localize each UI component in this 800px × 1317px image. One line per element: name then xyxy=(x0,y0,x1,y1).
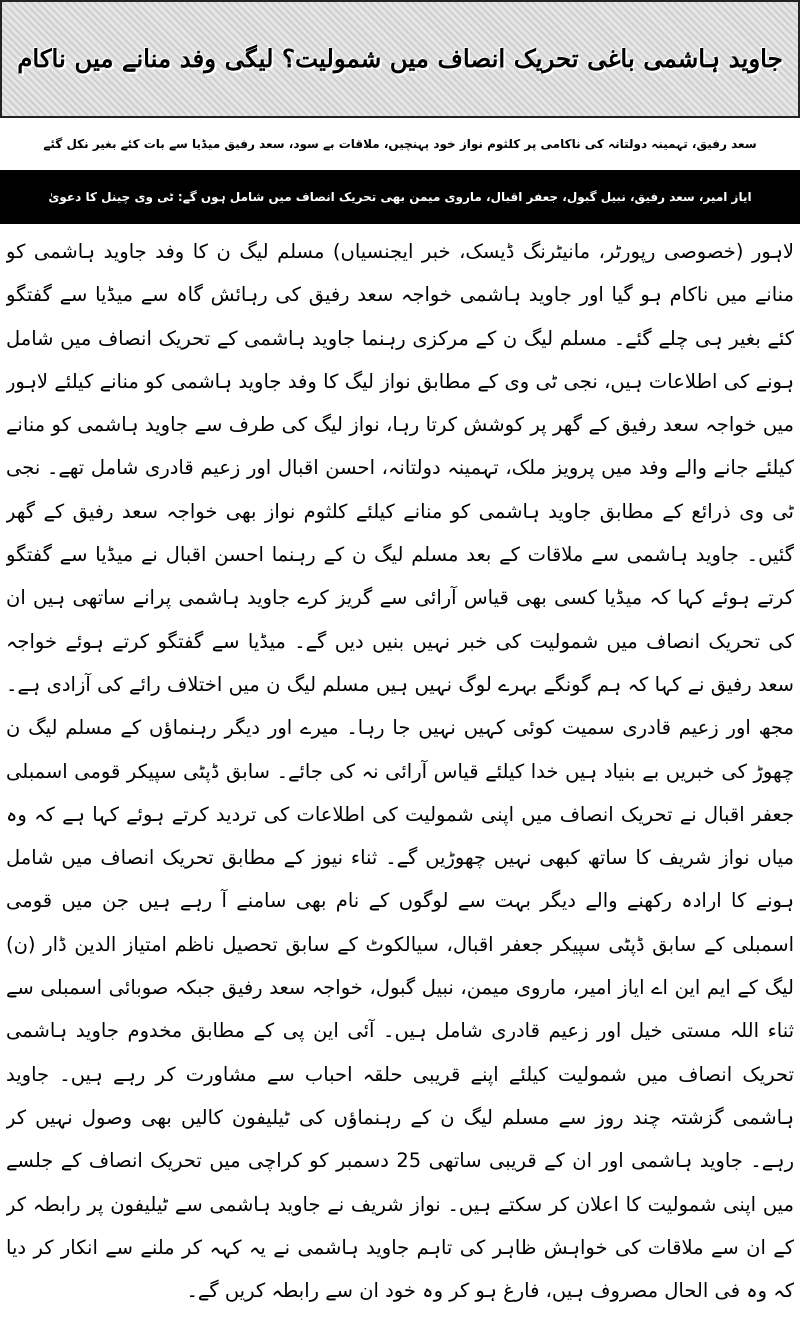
headline: جاوید ہاشمی باغی تحریک انصاف میں شمولیت؟ لیگی وفد منانے میں ناکام xyxy=(17,43,783,73)
headline-box xyxy=(0,0,800,118)
article-body: لاہور (خصوصی رپورٹر، مانیٹرنگ ڈیسک، خبر ایجنسیاں) مسلم لیگ ن کا وفد جاوید ہاشمی کو منانے میں ناکام ہو گیا اور جاوید ہاشمی خواجہ سعد رفیق کی رہائش گاہ سے میڈیا سے گفتگو کئے بغیر ہی چلے گئے۔ مسلم لیگ ن کے مرکزی رہنما جاوید ہاشمی کے تحریک انصاف میں شامل ہونے کی اطلاعات ہیں، نجی ٹی وی کے مطابق نواز لیگ کا وفد جاوید ہاشمی کو منانے کیلئے لاہور میں خواجہ سعد رفیق کے گھر پر کوشش کرتا رہا، نواز لیگ کی طرف سے جاوید ہاشمی کو منانے کیلئے جانے والے وفد میں پرویز ملک، تہمینہ دولتانہ، احسن اقبال اور زعیم قادری شامل تھے۔ نجی ٹی وی ذرائع کے مطابق جاوید ہاشمی کو منانے کیلئے کلثوم نواز بھی خواجہ سعد رفیق کے گھر گئیں۔ جاوید ہاشمی سے ملاقات کے بعد مسلم لیگ ن کے رہنما احسن اقبال نے میڈیا سے گفتگو کرتے ہوئے کہا کہ میڈیا کسی بھی قیاس آرائی سے گریز کرے جاوید ہاشمی پرانے ساتھی ہیں ان کی تحریک انصاف میں شمولیت کی خبر نہیں بنیں دیں گے۔ میڈیا سے گفتگو کرتے ہوئے خواجہ سعد رفیق نے کہا کہ ہم گونگے بہرے لوگ نہیں ہیں مسلم لیگ ن میں اختلاف رائے کی آزادی ہے۔ مجھ اور زعیم قادری سمیت کوئی کہیں نہیں جا رہا۔ میرے اور دیگر رہنماؤں کے مسلم لیگ ن چھوڑ کی خبریں بے بنیاد ہیں خدا کیلئے قیاس آرائی نہ کی جائے۔ سابق ڈپٹی سپیکر قومی اسمبلی جعفر اقبال نے تحریک انصاف میں اپنی شمولیت کی اطلاعات کی تردید کرتے ہوئے کہا ہے کہ وہ میاں نواز شریف کا ساتھ کبھی نہیں چھوڑیں گے۔ ثناء نیوز کے مطابق تحریک انصاف میں شامل ہونے کا ارادہ رکھنے والے دیگر بہت سے لوگوں کے نام بھی سامنے آ رہے ہیں جن میں قومی اسمبلی کے سابق ڈپٹی سپیکر جعفر اقبال، سیالکوٹ کے سابق تحصیل ناظم امتیاز الدین ڈار (ن) لیگ کے ایم این اے ایاز امیر، ماروی میمن، نبیل گبول، خواجہ سعد رفیق جبکہ صوبائی اسمبلی سے ثناء اللہ مستی خیل اور زعیم قادری شامل ہیں۔ آئی این پی کے مطابق مخدوم جاوید ہاشمی تحریک انصاف میں شمولیت کیلئے اپنے قریبی حلقہ احباب سے مشاورت کر رہے ہیں۔ جاوید ہاشمی گزشتہ چند روز سے مسلم لیگ ن کے رہنماؤں کی ٹیلیفون کالیں بھی وصول نہیں کر رہے۔ جاوید ہاشمی اور ان کے قریبی ساتھی 25 دسمبر کو کراچی میں تحریک انصاف کے جلسے میں اپنی شمولیت کا اعلان کر سکتے ہیں۔ نواز شریف نے جاوید ہاشمی سے ٹیلیفون پر رابطہ کر کے ان سے ملاقات کی خواہش ظاہر کی تاہم جاوید ہاشمی نے یہ کہہ کر ملنے سے انکار کر دیا کہ وہ فی الحال مصروف ہیں، فارغ ہو کر وہ خود ان سے رابطہ کریں گے۔ xyxy=(6,240,794,1303)
highlight-banner: ایاز امیر، سعد رفیق، نبیل گبول، جعفر اقبال، ماروی میمن بھی تحریک انصاف میں شامل ہوں گے: ٹی وی چینل کا دعویٰ xyxy=(0,170,800,224)
subheadline: سعد رفیق، تہمینہ دولتانہ کی ناکامی پر کلثوم نواز خود پہنچیں، ملاقات بے سود، سعد رفیق میڈیا سے بات کئے بغیر نکل گئے xyxy=(43,137,757,151)
